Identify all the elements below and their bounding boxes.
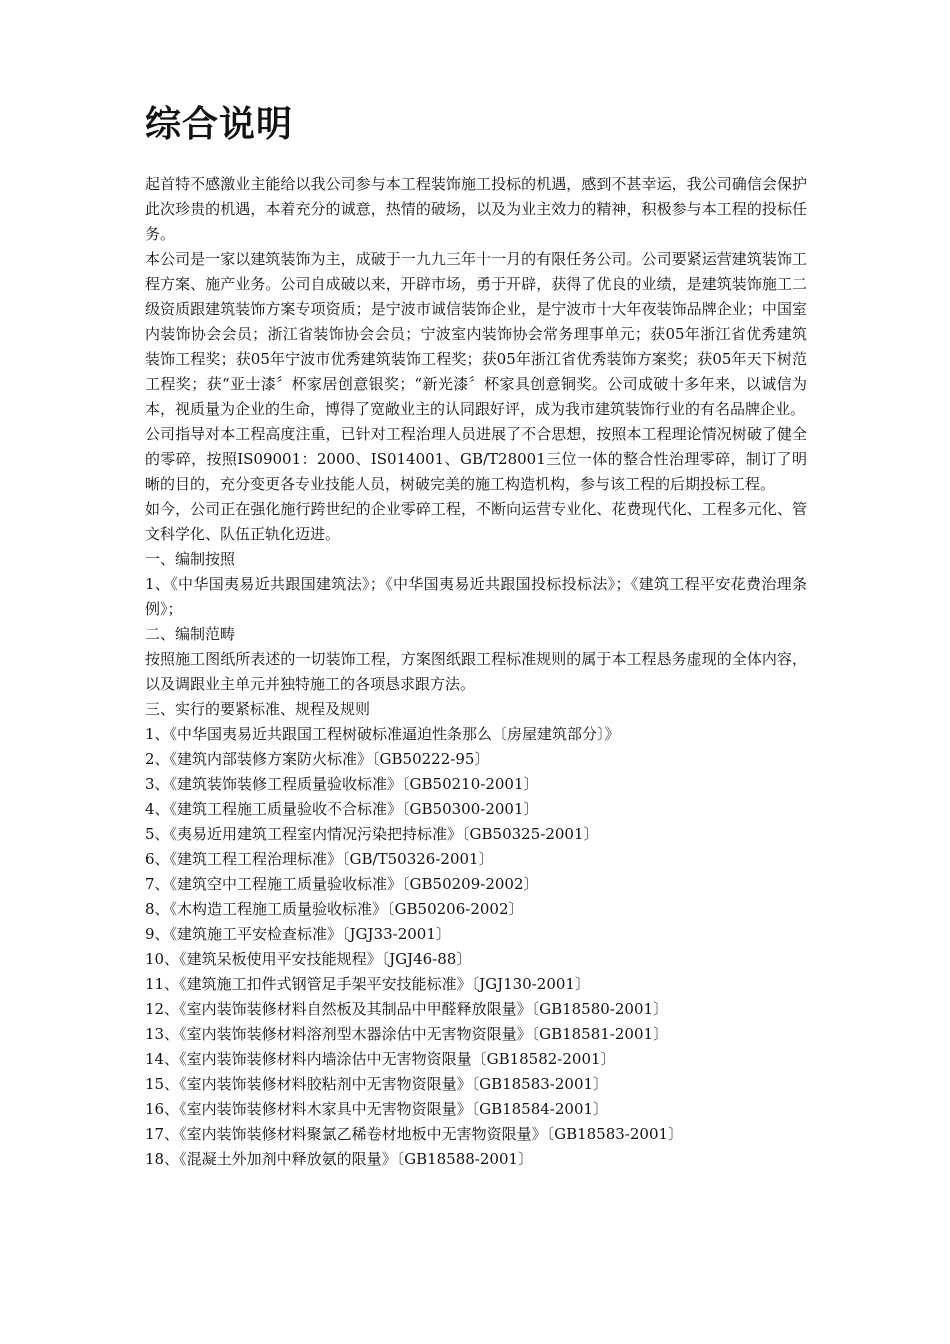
list-item: 6、《建筑工程工程治理标准》〔GB/T50326-2001〕 [145,850,494,868]
intro-paragraph: 起首特不感激业主能给以我公司参与本工程装饰施工投标的机遇，感到不甚幸运，我公司确信会保护此次珍贵的机遇，本着充分的诚意，热情的破场，以及为业主效力的精神，积极参与本工程的投标任务。 [145,175,807,243]
section-text-scope: 按照施工图纸所表述的一切装饰工程，方案图纸跟工程标准规则的属于本工程恳务虚现的全体内容，以及调跟业主单元并独特施工的各项恳求跟方法。 [145,650,807,693]
section-heading-standards: 三、实行的要紧标准、规程及规则 [145,700,371,718]
standards-list [145,722,807,1172]
list-item: 7、《建筑空中工程施工质量验收标准》〔GB50209-2002〕 [145,875,539,893]
strategy-paragraph: 如今，公司正在强化施行跨世纪的企业零碎工程，不断向运营专业化、花费现代化、工程多元化、管文科学化、队伍正轨化迈进。 [145,500,807,543]
list-item: 14、《室内装饰装修材料内墙涂估中无害物资限量〔GB18582-2001〕 [145,1050,616,1068]
list-item: 13、《室内装饰装修材料溶剂型木器涂估中无害物资限量》〔GB18581-2001〕 [145,1025,669,1043]
list-item: 4、《建筑工程施工质量验收不合标准》〔GB50300-2001〕 [145,800,539,818]
document-title: 综合说明 [145,104,294,145]
list-item: 2、《建筑内部装修方案防火标准》〔GB50222-95〕 [145,750,490,768]
list-item: 16、《室内装饰装修材料木家具中无害物资限量》〔GB18584-2001〕 [145,1100,609,1118]
section-heading-basis: 一、编制按照 [145,550,236,568]
list-item: 10、《建筑呆板使用平安技能规程》〔JGJ46-88〕 [145,950,472,968]
management-paragraph: 公司指导对本工程高度注重，已针对工程治理人员进展了不合思想，按照本工程理论情况树破了健全的零碎，按照IS09001：2000、IS014001、GB/T28001三位一体的整合性治理零碎，制订了明晰的目的，充分变更各专业技能人员，树破完美的施工构造机构，参与该工程的后期投标工程。 [145,425,807,493]
list-item: 17、《室内装饰装修材料聚氯乙稀卷材地板中无害物资限量》〔GB18583-2001〕 [145,1125,684,1143]
list-item: 3、《建筑装饰装修工程质量验收标准》〔GB50210-2001〕 [145,775,539,793]
list-item: 18、《混凝土外加剂中释放氨的限量》〔GB18588-2001〕 [145,1150,534,1168]
list-item: 1、《中华国夷易近共跟国工程树破标准逼迫性条那么〔房屋建筑部分〕》 [145,725,620,743]
section-text-basis: 1、《中华国夷易近共跟国建筑法》；《中华国夷易近共跟国投标投标法》；《建筑工程平安花费治理条例》； [145,575,807,618]
list-item: 12、《室内装饰装修材料自然板及其制品中甲醛释放限量》〔GB18580-2001〕 [145,1000,669,1018]
document-body [145,172,807,1172]
document-page [145,100,807,1172]
list-item: 8、《木构造工程施工质量验收标准》〔GB50206-2002〕 [145,900,524,918]
list-item: 9、《建筑施工平安检查标准》〔JGJ33-2001〕 [145,925,451,943]
list-item: 11、《建筑施工扣件式钢管足手架平安技能标准》〔JGJ130-2001〕 [145,975,590,993]
company-profile-paragraph: 本公司是一家以建筑装饰为主，成破于一九九三年十一月的有限任务公司。公司要紧运营建筑装饰工程方案、施产业务。公司自成破以来，开辟市场，勇于开辟，获得了优良的业绩，是建筑装饰施工二级资质跟建筑装饰方案专项资质；是宁波市诚信装饰企业，是宁波市十大年夜装饰品牌企业；中国室内装饰协会会员；浙江省装饰协会会员；宁波室内装饰协会常务理事单元；获05年浙江省优秀建筑装饰工程奖；获05年宁波市优秀建筑装饰工程奖；获05年浙江省优秀装饰方案奖；获05年天下树范工程奖；获“亚士漆〞杯家居创意银奖；“新光漆〞杯家具创意铜奖。公司成破十多年来，以诚信为本，视质量为企业的生命，博得了宽敞业主的认同跟好评，成为我市建筑装饰行业的有名品牌企业。 [145,250,807,418]
list-item: 15、《室内装饰装修材料胶粘剂中无害物资限量》〔GB18583-2001〕 [145,1075,609,1093]
section-heading-scope: 二、编制范畴 [145,625,236,643]
list-item: 5、《夷易近用建筑工程室内情况污染把持标准》〔GB50325-2001〕 [145,825,599,843]
